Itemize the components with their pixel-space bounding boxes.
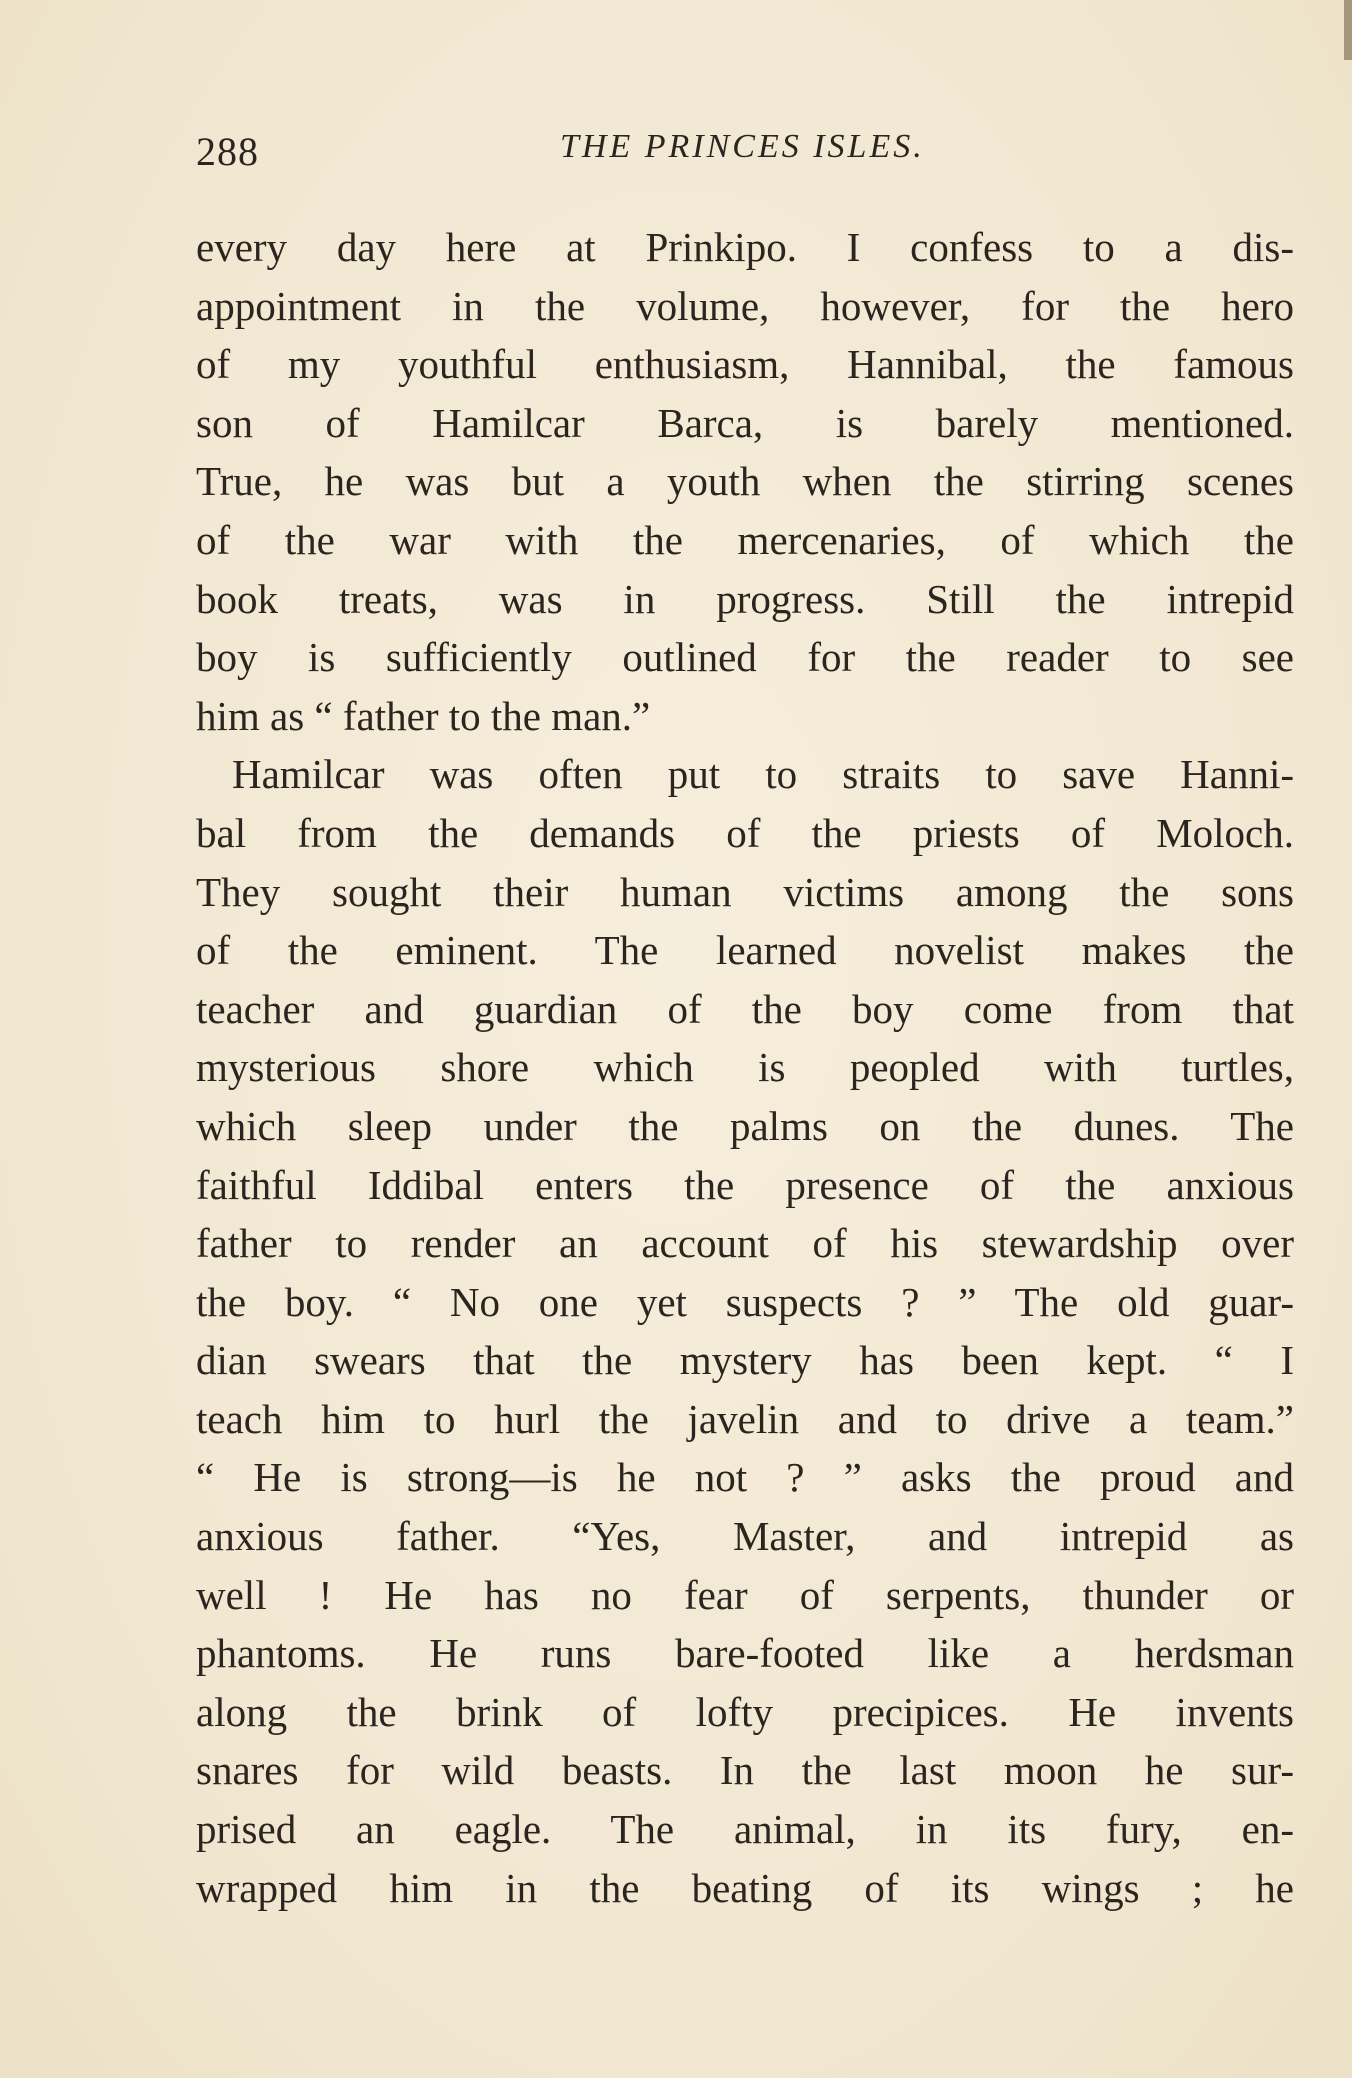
- text-line: faithful Iddibal enters the presence of the anxious: [196, 1161, 1294, 1208]
- text-line: of the war with the mercenaries, of which the: [196, 516, 1294, 563]
- text-line: snares for wild beasts. In the last moon he sur-: [196, 1747, 1294, 1794]
- text-line: of my youthful enthusiasm, Hannibal, the famous: [196, 341, 1294, 388]
- text-line: of the eminent. The learned novelist makes the: [196, 927, 1294, 974]
- text-line: the boy. “ No one yet suspects ? ” The old guar-: [196, 1278, 1294, 1325]
- text-line: True, he was but a youth when the stirring scenes: [196, 458, 1294, 505]
- text-line: him as “ father to the man.”: [196, 692, 651, 739]
- running-head: THE PRINCES ISLES.: [560, 128, 925, 165]
- text-line: phantoms. He runs bare-footed like a herdsman: [196, 1630, 1294, 1677]
- text-line: along the brink of lofty precipices. He invents: [196, 1688, 1294, 1735]
- body-text: [196, 218, 1294, 1917]
- text-line: boy is sufficiently outlined for the reader to see: [196, 634, 1294, 681]
- text-line: teach him to hurl the javelin and to drive a team.”: [196, 1395, 1294, 1442]
- text-line: prised an eagle. The animal, in its fury, en-: [196, 1806, 1294, 1853]
- text-line: teacher and guardian of the boy come from that: [196, 985, 1294, 1032]
- text-line: wrapped him in the beating of its wings ; he: [196, 1864, 1294, 1911]
- text-line: which sleep under the palms on the dunes. The: [196, 1102, 1294, 1149]
- text-line: son of Hamilcar Barca, is barely mentioned.: [196, 399, 1294, 446]
- page-edge-mark: [1344, 0, 1352, 60]
- text-line: appointment in the volume, however, for the hero: [196, 282, 1294, 329]
- text-line: Hamilcar was often put to straits to save Hanni-: [232, 751, 1294, 798]
- text-line: every day here at Prinkipo. I confess to a dis-: [196, 224, 1294, 270]
- text-line: “ He is strong—is he not ? ” asks the proud and: [196, 1454, 1294, 1501]
- text-line: bal from the demands of the priests of Moloch.: [196, 809, 1294, 856]
- text-line: They sought their human victims among the sons: [196, 868, 1294, 915]
- text-line: father to render an account of his stewardship over: [196, 1220, 1294, 1267]
- text-line: well ! He has no fear of serpents, thunder or: [196, 1571, 1294, 1618]
- text-line: anxious father. “Yes, Master, and intrepid as: [196, 1513, 1294, 1560]
- text-line: dian swears that the mystery has been kept. “ I: [196, 1337, 1294, 1384]
- text-line: mysterious shore which is peopled with turtles,: [196, 1044, 1294, 1091]
- page-number: 288: [196, 129, 259, 174]
- text-line: book treats, was in progress. Still the intrepid: [196, 575, 1294, 622]
- page-header: [196, 118, 1296, 178]
